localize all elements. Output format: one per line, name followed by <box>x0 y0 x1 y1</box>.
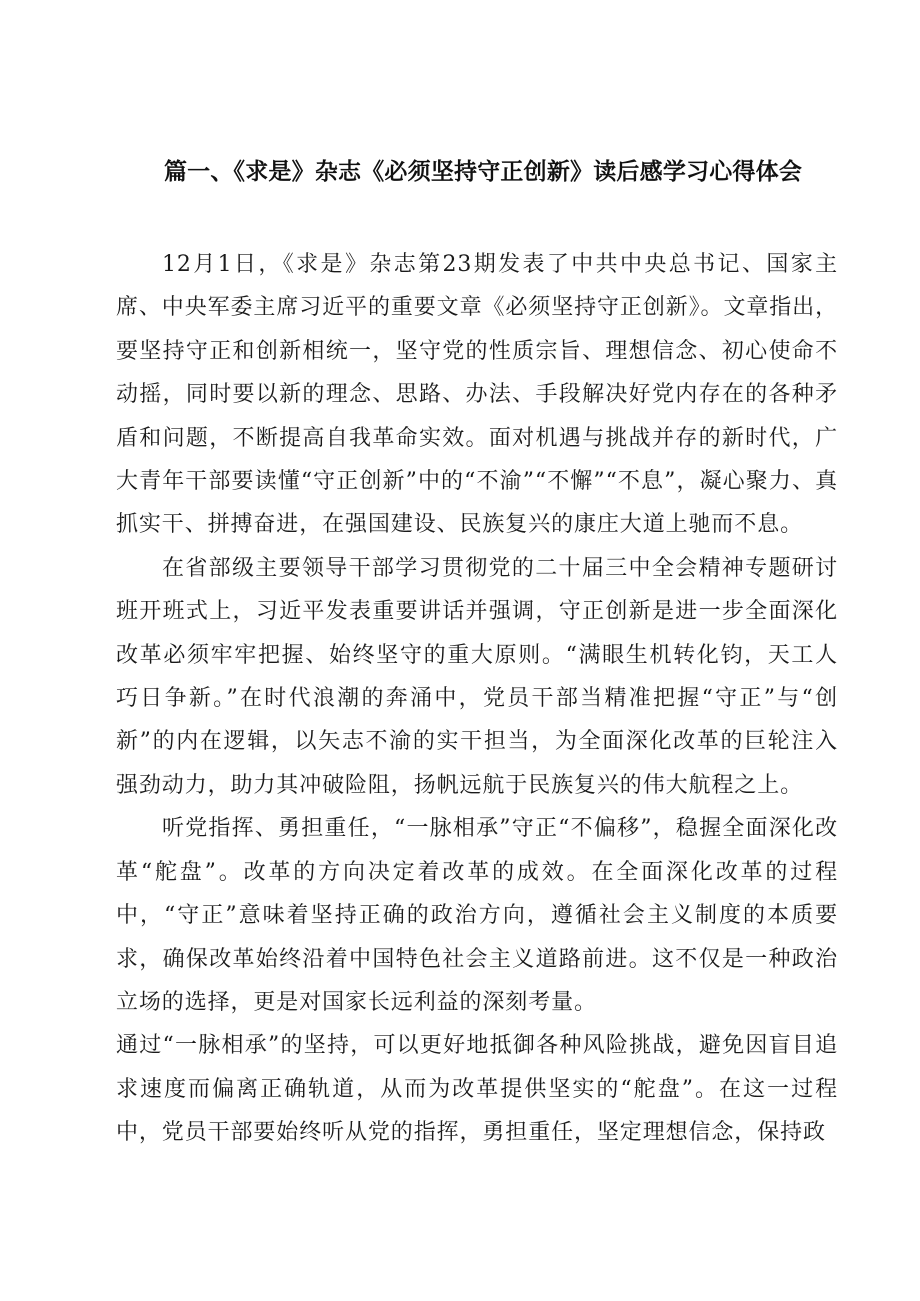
paragraph-4: 通过“一脉相承”的坚持，可以更好地抵御各种风险挑战，避免因盲目追求速度而偏离正确轨道，从而为改革提供坚实的“舵盘”。在这一过程中，党员干部要始终听从党的指挥，勇担重任，坚定理想信念，保持政 <box>116 1033 838 1146</box>
document-title: 篇一、《求是》杂志《必须坚持守正创新》读后感学习心得体会 <box>163 159 803 185</box>
paragraph-3: 听党指挥、勇担重任，“一脉相承”守正“不偏移”，稳握全面深化改革“舵盘”。改革的方向决定着改革的成效。在全面深化改革的过程中，“守正”意味着坚持正确的政治方向，遵循社会主义制度的本质要求，确保改革始终沿着中国特色社会主义道路前进。这不仅是一种政治立场的选择，更是对国家长远利益的深刻考量。 <box>116 816 838 1015</box>
paragraph-2: 在省部级主要领导干部学习贯彻党的二十届三中全会精神专题研讨班开班式上，习近平发表重要讲话并强调，守正创新是进一步全面深化改革必须牢牢把握、始终坚守的重大原则。“满眼生机转化钧，天工人巧日争新。”在时代浪潮的奔涌中，党员干部当精准把握“守正”与“创新”的内在逻辑，以矢志不渝的实干担当，为全面深化改革的巨轮注入强劲动力，助力其冲破险阻，扬帆远航于民族复兴的伟大航程之上。 <box>116 555 838 798</box>
paragraph-1: 12月1日，《求是》杂志第23期发表了中共中央总书记、国家主席、中央军委主席习近平的重要文章《必须坚持守正创新》。文章指出，要坚持守正和创新相统一，坚守党的性质宗旨、理想信念、初心使命不动摇，同时要以新的理念、思路、办法、手段解决好党内存在的各种矛盾和问题，不断提高自我革命实效。面对机遇与挑战并存的新时代，广大青年干部要读懂“守正创新”中的“不渝”“不懈”“不息”，凝心聚力、真抓实干、拼搏奋进，在强国建设、民族复兴的康庄大道上驰而不息。 <box>116 252 838 538</box>
document-body <box>116 243 838 1155</box>
